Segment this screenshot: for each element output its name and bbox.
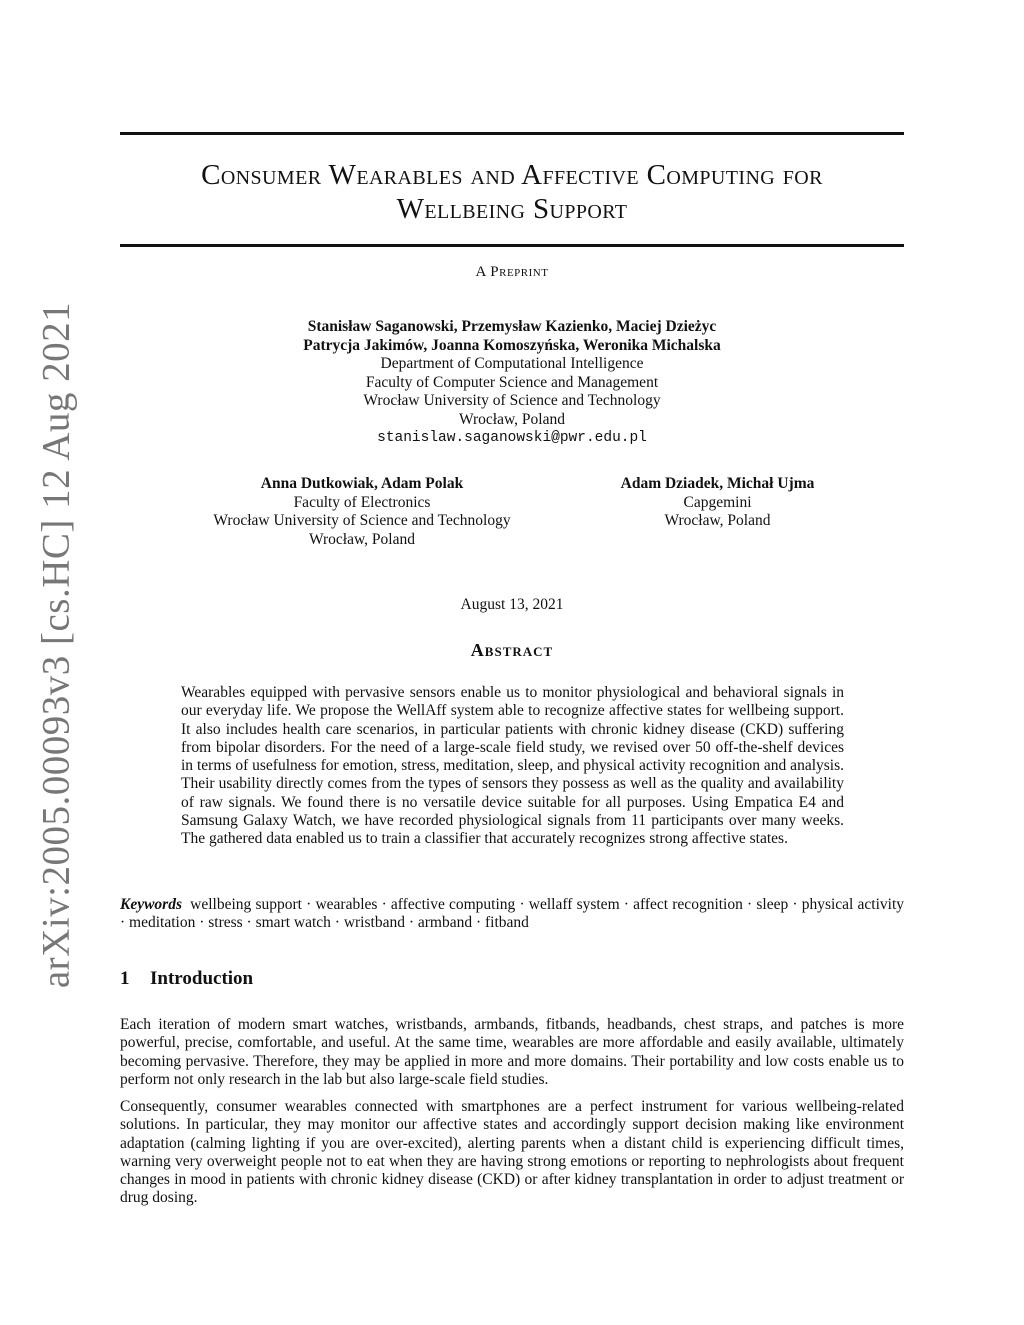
affiliation-city: Wrocław, Poland [459, 410, 565, 428]
intro-paragraph-2: Consequently, consumer wearables connected with smartphones are a perfect instrument for various wellbeing-related solutions. In particular, they may monitor our affective states and accordingly support decision making like environment adaptation (calming lighting if you are over-excited), alerting parents when a distant child is experiencing difficult times, warning very overweight people not to eat when they are having strong emotions or reporting to nephrologists about frequent changes in mood in patients with chronic kidney disease (CKD) or after kidney transplantation in order to adjust treatment or drug dosing. [120, 1098, 904, 1207]
affiliation-right-company: Capgemini [683, 493, 752, 511]
author-names-line-2: Patrycja Jakimów, Joanna Komoszyńska, Weronika Michalska [303, 336, 721, 354]
intro-paragraph-1: Each iteration of modern smart watches, wristbands, armbands, fitbands, headbands, chest straps, and patches is more powerful, precise, comfortable, and useful. At the same time, wearables are more affordable and easily available, ultimately becoming pervasive. Therefore, they may be applied in more and more domains. Their portability and low costs enable us to perform not only research in the lab but also large-scale field studies. [120, 1016, 904, 1088]
keywords-label: Keywords [120, 896, 182, 913]
paper-title [120, 158, 904, 226]
affiliation-left-faculty: Faculty of Electronics [293, 493, 431, 511]
title-rule-top [120, 132, 904, 135]
section-number: 1 [120, 968, 130, 989]
author-names-line-1: Stanisław Saganowski, Przemysław Kazienko, Maciej Dzieżyc [307, 318, 717, 335]
section-title: Introduction [150, 968, 254, 989]
paper-title-line-1: Consumer Wearables and Affective Computing for [201, 159, 823, 191]
affiliation-department: Department of Computational Intelligence [380, 355, 644, 372]
title-rule-bottom [120, 244, 904, 247]
arxiv-identifier: arXiv:2005.00093v3 [cs.HC] 12 Aug 2021 [34, 301, 78, 989]
affiliation-right-city: Wrocław, Poland [664, 512, 771, 529]
author-block-left [122, 475, 602, 549]
abstract-heading: Abstract [470, 640, 554, 660]
abstract-text: Wearables equipped with pervasive sensors enable us to monitor physiological and behavioral signals in our everyday life. We propose the WellAff system able to recognize affective states for wellbeing support. It also includes health care scenarios, in particular patients with chronic kidney disease (CKD) suffering from bipolar disorders. For the need of a large-scale field study, we revised over 50 off-the-shelf devices in terms of usefulness for emotion, stress, meditation, sleep, and physical activity recognition and analysis. Their usability directly comes from the types of sensors they possess as well as the quality and availability of raw signals. We found there is no versatile device suitable for all purposes. Using Empatica E4 and Samsung Galaxy Watch, we have recorded physiological signals from 11 participants over many weeks. The gathered data enabled us to train a classifier that accurately recognizes strong affective states. [181, 684, 844, 848]
preprint-label: A Preprint [475, 264, 549, 280]
affiliation-university: Wrocław University of Science and Technology [363, 392, 661, 409]
section-heading-introduction [120, 968, 253, 990]
keywords-block [120, 896, 904, 933]
affiliation-left-city: Wrocław, Poland [309, 530, 415, 548]
author-email[interactable]: stanislaw.saganowski@pwr.edu.pl [377, 430, 647, 446]
keywords-list: wellbeing support · wearables · affective computing · wellaff system · affect recognition · sleep · physical activity · meditation · stress · smart watch · wristband · armband · fitband [120, 896, 904, 932]
author-names-right: Adam Dziadek, Michał Ujma [620, 475, 815, 492]
main-author-block [120, 318, 904, 448]
publication-date: August 13, 2021 [460, 596, 564, 613]
affiliation-left-university: Wrocław University of Science and Technology [213, 512, 511, 529]
author-names-left: Anna Dutkowiak, Adam Polak [260, 475, 464, 492]
paper-title-line-2: Wellbeing Support [396, 193, 628, 225]
author-block-right [585, 475, 850, 531]
affiliation-faculty: Faculty of Computer Science and Management [365, 373, 659, 391]
